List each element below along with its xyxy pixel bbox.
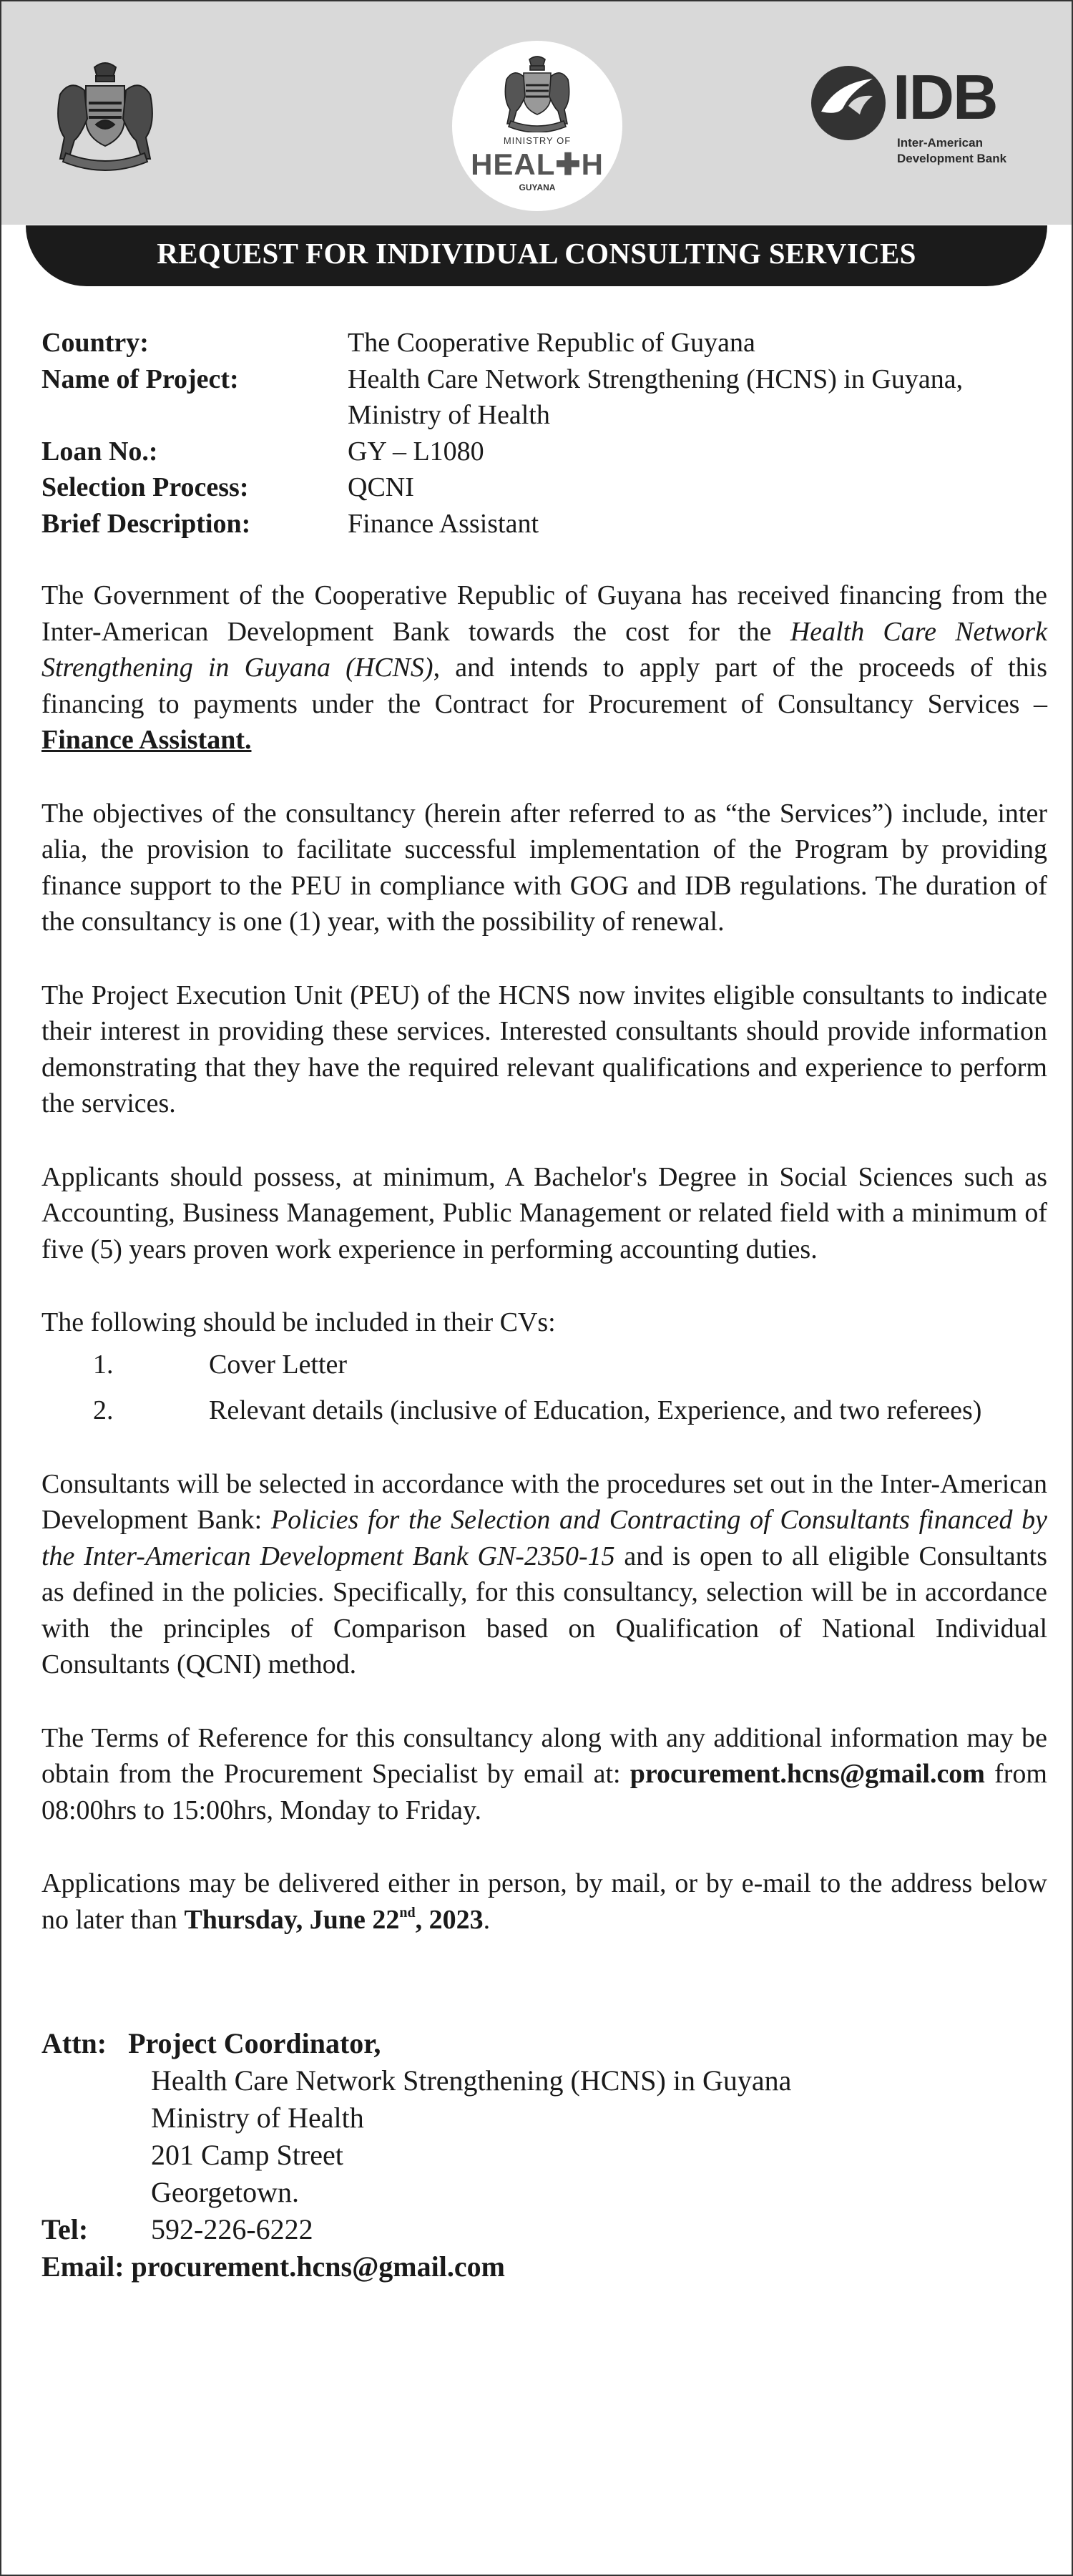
idb-wordmark: IDB bbox=[893, 62, 997, 132]
paragraph-terms: The Terms of Reference for this consultancy along with any additional information may be obtain from the Procurement Specialist by email at: procurement.hcns@gmail.com from 08:00hrs to 15:00hrs, Monday to Friday. bbox=[41, 1722, 1047, 1825]
idb-subtitle-line1: Inter-American bbox=[897, 136, 983, 150]
guyana-coat-of-arms-logo bbox=[44, 57, 166, 172]
paragraph-deadline: Applications may be delivered either in person, by mail, or by e-mail to the address below no later than Thursday, June 22nd, 2023. bbox=[41, 1868, 1047, 1935]
tel-value[interactable]: 592-226-6222 bbox=[151, 2213, 313, 2245]
idb-subtitle-line2: Development Bank bbox=[897, 152, 1007, 165]
address-line: Ministry of Health bbox=[151, 2102, 364, 2134]
paragraph-financing: The Government of the Cooperative Republic of Guyana has received financing from the Inter-American Development Bank towards the cost for the Health Care Network Strengthening in Guyana (HCNS), and intends to apply part of the proceeds of this financing to payments under the Contract for Procurement of Consultancy Services – Finance Assistant. bbox=[41, 580, 1047, 755]
detail-row-project bbox=[41, 361, 1047, 434]
detail-row-selection bbox=[41, 469, 1047, 506]
detail-label: Country: bbox=[41, 328, 149, 358]
attn-line: Attn: Project Coordinator, bbox=[41, 2027, 381, 2059]
cv-intro: The following should be included in their CVs: bbox=[41, 1307, 556, 1337]
detail-value: Health Care Network Strengthening (HCNS) in Guyana, Ministry of Health bbox=[348, 364, 964, 430]
moh-ministry-text: MINISTRY OF bbox=[503, 135, 572, 146]
detail-label: Brief Description: bbox=[41, 508, 251, 539]
email-row: Email: procurement.hcns@gmail.com bbox=[41, 2248, 1047, 2285]
contact-block bbox=[41, 2025, 1047, 2285]
moh-guyana-text: GUYANA bbox=[519, 182, 556, 192]
address-line: Health Care Network Strengthening (HCNS) in Guyana bbox=[151, 2064, 792, 2097]
email-link[interactable]: procurement.hcns@gmail.com bbox=[131, 2250, 505, 2283]
idb-logo bbox=[808, 64, 1037, 172]
address-line: 201 Camp Street bbox=[151, 2139, 343, 2171]
detail-row-description bbox=[41, 506, 1047, 542]
paragraph-selection: Consultants will be selected in accordance with the procedures set out in the Inter-American Development Bank: Policies for the Selection and Contracting of Consultants financed by the Inter-American Development Bank GN-2350-15 and is open to all eligible Consultants as defined in the policies. Specifically, for this consultancy, selection will be in accordance with the principles of Comparison based on Qualification of National Individual Consultants (QCNI) method. bbox=[41, 1468, 1047, 1679]
deadline-date: Thursday, June 22nd, 2023 bbox=[184, 1904, 484, 1935]
detail-label: Loan No.: bbox=[41, 436, 158, 467]
detail-value: GY – L1080 bbox=[348, 436, 484, 467]
detail-row-country bbox=[41, 325, 1047, 361]
detail-label: Name of Project: bbox=[41, 364, 239, 394]
ad-body bbox=[41, 325, 1047, 2285]
tel-row: Tel: 592-226-6222 bbox=[41, 2211, 1047, 2248]
address-line: Georgetown. bbox=[151, 2176, 299, 2208]
detail-value: QCNI bbox=[348, 472, 414, 502]
ministry-of-health-logo bbox=[452, 41, 622, 211]
coat-of-arms-icon bbox=[44, 57, 166, 172]
title-banner: REQUEST FOR INDIVIDUAL CONSULTING SERVICES bbox=[26, 225, 1047, 286]
list-item: 2. Relevant details (inclusive of Education, Experience, and two referees) bbox=[93, 1395, 982, 1425]
detail-value: The Cooperative Republic of Guyana bbox=[348, 328, 755, 358]
cv-list bbox=[41, 1347, 1047, 1429]
coat-of-arms-icon bbox=[496, 55, 578, 132]
paragraph-objectives: The objectives of the consultancy (herein after referred to as “the Services”) include, inter alia, the provision to facilitate successful implementation of the Program by providing finance support to the PEU in compliance with GOG and IDB regulations. The duration of the consultancy is one (1) year, with the possibility of renewal. bbox=[41, 798, 1047, 937]
paragraph-qualifications: Applicants should possess, at minimum, A Bachelor's Degree in Social Sciences such as Accounting, Business Management, Public Management or related field with a minimum of five (5) years proven work experience in performing accounting duties. bbox=[41, 1161, 1047, 1264]
detail-value: Finance Assistant bbox=[348, 508, 539, 539]
detail-label: Selection Process: bbox=[41, 472, 249, 502]
logo-header bbox=[1, 1, 1072, 225]
email-link[interactable]: procurement.hcns@gmail.com bbox=[629, 1759, 985, 1789]
idb-emblem-icon bbox=[808, 64, 891, 142]
paragraph-invitation: The Project Execution Unit (PEU) of the HCNS now invites eligible consultants to indicate their interest in providing these services. Interested consultants should provide information demonstrating that they have the required relevant qualifications and experience to perform the services. bbox=[41, 980, 1047, 1118]
detail-row-loan bbox=[41, 434, 1047, 470]
list-item: 1. Cover Letter bbox=[93, 1349, 348, 1380]
moh-health-text: HEAL✚H bbox=[471, 147, 604, 181]
project-details bbox=[41, 325, 1047, 542]
